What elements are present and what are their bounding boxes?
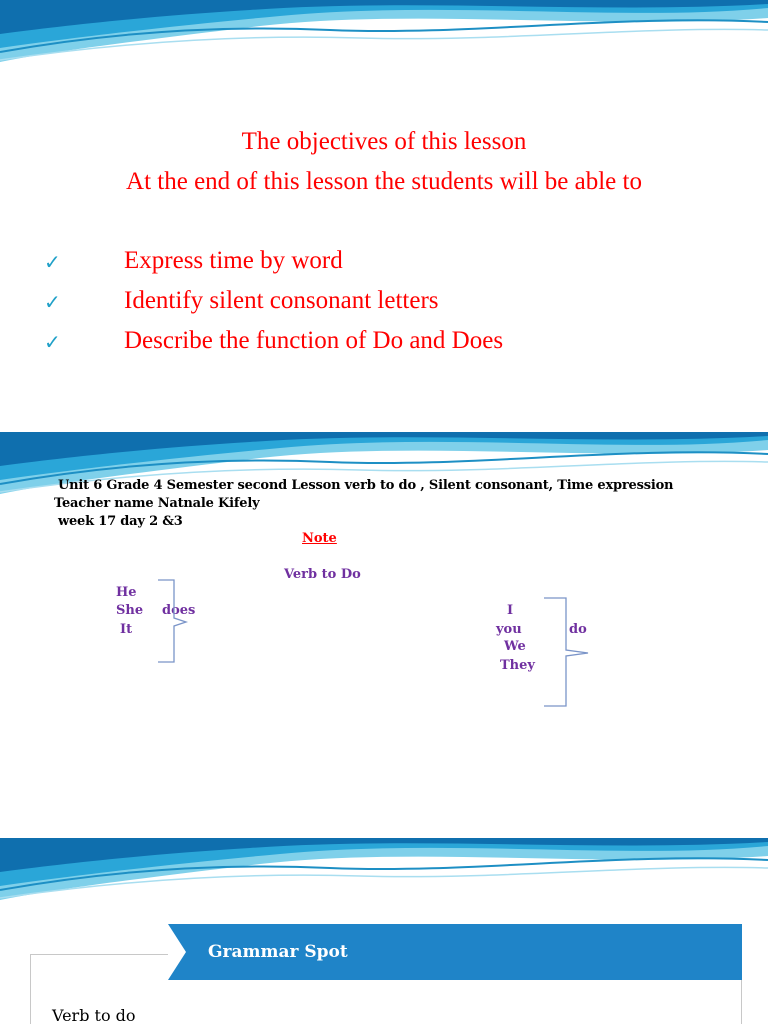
verb-do: do xyxy=(569,622,587,637)
brace-do xyxy=(542,596,592,708)
objectives-title: The objectives of this lesson xyxy=(241,128,527,155)
wave-decoration xyxy=(0,0,768,80)
banner-notch xyxy=(168,924,186,980)
wave-decoration xyxy=(0,838,768,918)
objectives-intro: At the end of this lesson the students will be able to xyxy=(126,168,642,195)
brace-does xyxy=(156,578,190,664)
check-icon: ✓ xyxy=(44,250,61,274)
check-icon: ✓ xyxy=(44,290,61,314)
teacher-name: Teacher name Natnale Kifely xyxy=(54,496,260,511)
slide-objectives xyxy=(0,0,768,432)
pronoun: She xyxy=(116,603,144,618)
pronoun: you xyxy=(496,622,522,637)
verb-does: does xyxy=(162,603,196,618)
pronoun: They xyxy=(500,658,535,673)
week-day: week 17 day 2 &3 xyxy=(58,514,183,529)
banner-title: Grammar Spot xyxy=(208,942,348,962)
objective-item: Describe the function of Do and Does xyxy=(124,327,504,354)
objective-item: Identify silent consonant letters xyxy=(124,287,439,314)
pronoun: He xyxy=(116,585,137,600)
slide-verb-to-do xyxy=(0,432,768,838)
section-heading: Verb to do xyxy=(52,1006,136,1024)
objective-item: Express time by word xyxy=(124,247,343,274)
verb-subtitle: Verb to Do xyxy=(284,567,361,582)
pronoun: I xyxy=(507,603,514,618)
pronoun: We xyxy=(504,639,526,654)
check-icon: ✓ xyxy=(44,330,61,354)
pronoun: It xyxy=(120,622,133,637)
lesson-header: Unit 6 Grade 4 Semester second Lesson verb to do , Silent consonant, Time expression xyxy=(58,478,674,493)
note-label: Note xyxy=(302,531,337,546)
slide-grammar-spot xyxy=(0,838,768,1024)
